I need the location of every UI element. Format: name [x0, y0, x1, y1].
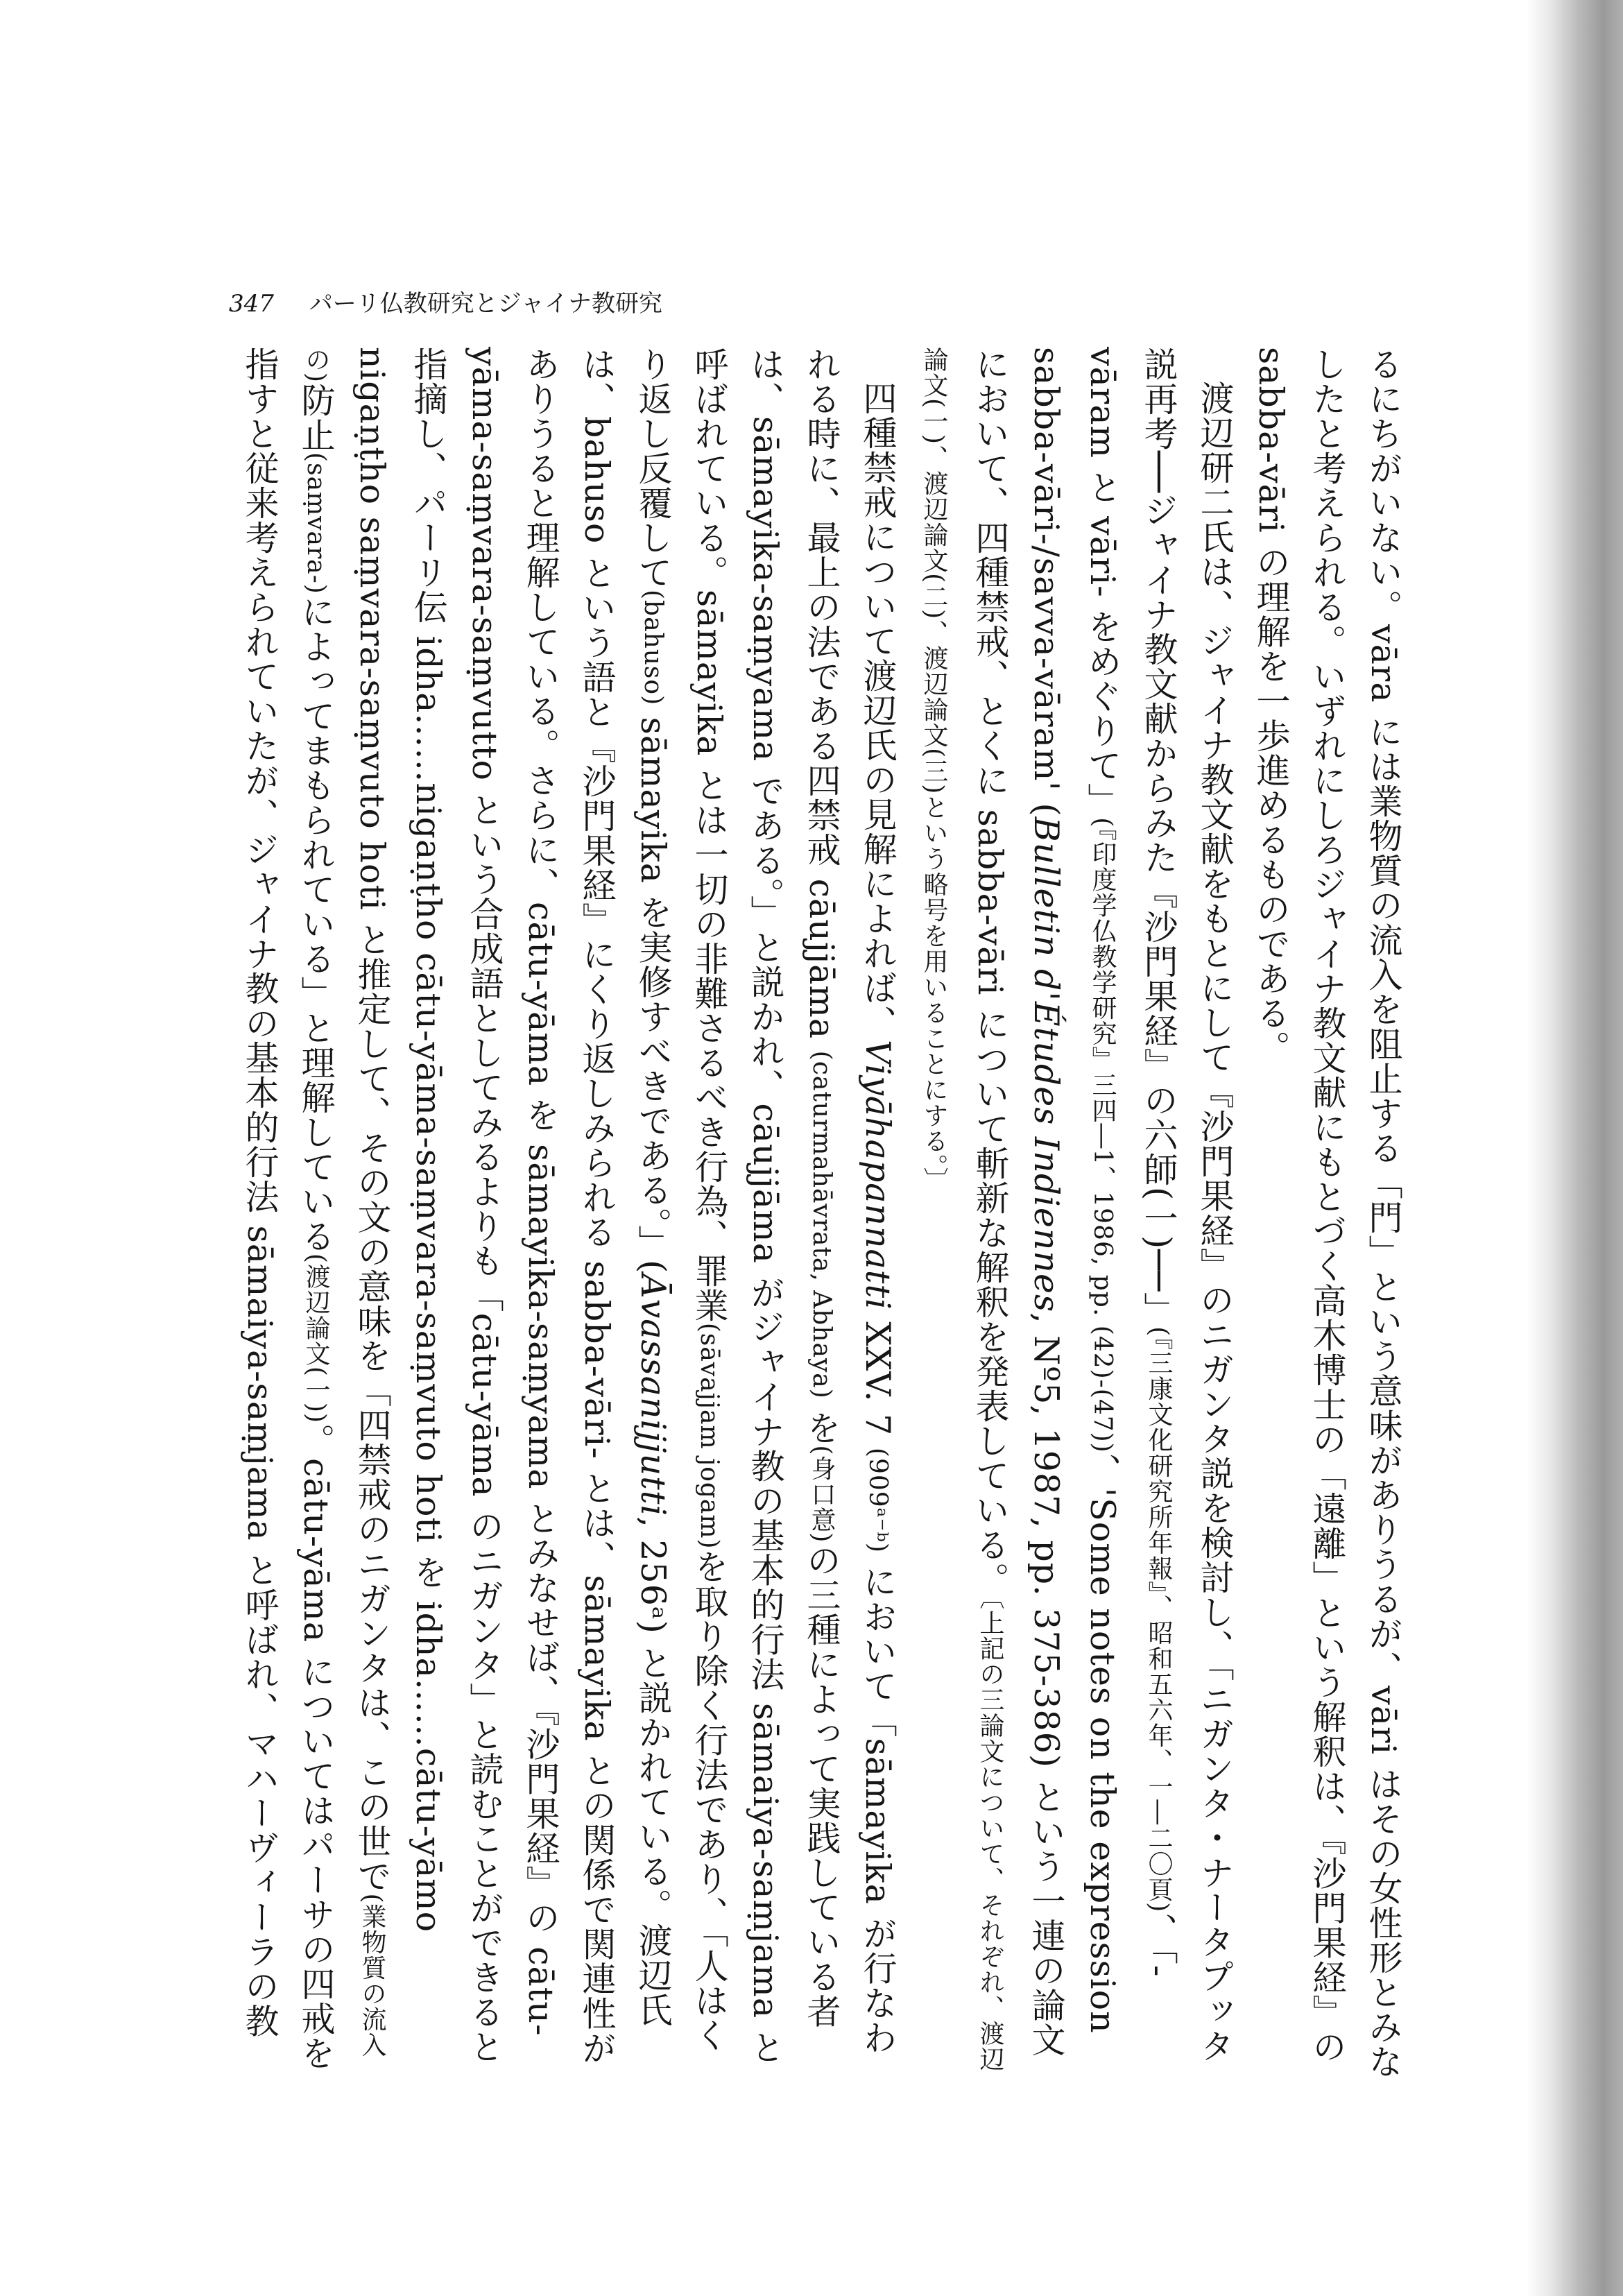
- text-run: 防止: [296, 383, 336, 453]
- text-run: 、'Some notes on the expression sabba-vāri-/savva-vāram' (: [1027, 347, 1122, 2034]
- small-annotation-run: (caturmahāvrata, Abhaya): [807, 1050, 836, 1399]
- small-annotation-run: (渡辺論文(一)): [302, 1253, 330, 1424]
- text-run: 渡辺研二氏は、ジャイナ教文献をもとにして『沙門果経』のニガンタ説を検討し、「ニガンタ・ナータプッタ説再考──ジャイナ教文献からみた『沙門果経』の六師(一)──」: [1139, 347, 1235, 2064]
- small-annotation-run: (『印度学仏教学研究』三四―1、1986, pp. (42)-(47)): [1088, 817, 1117, 1453]
- text-run: において「sāmayika が行なわれる時に、最上の法である四禁戒 cāujjāma: [802, 347, 898, 2055]
- text-run: 。cātu-yāma についてはパーサの四戒を指すと従来考えられていたが、ジャイナ教の基本的行法 sāmaiya-saṃjama と呼ばれ、マハーヴィーラの教: [240, 347, 336, 2071]
- small-annotation-run: (saṃvara-): [302, 452, 330, 594]
- text-run: 四種禁戒について渡辺氏の見解によれば、: [858, 381, 898, 1040]
- italic-title-run: Āvassanijjutti: [633, 1274, 673, 1517]
- text-run: を: [802, 1398, 841, 1446]
- body-text: [232, 347, 1411, 2081]
- small-annotation-run: (bahuso): [639, 590, 667, 706]
- text-run: , 256ᵃ) と説かれている。渡辺氏は、bahuso という語と『沙門果経』にくり返しみられる sabba-vāri- とは、sāmayika との関係で関連性がありうると理解している。さらに、cātu-yāma を sāmayika-saṃyama とみなせば、『沙門果経』の cātu-yāma-saṃvara-saṃvutto という合成語としてみるよりも「cātu-yāma のニガンタ」と読むことができると指摘し、パーリ伝 idha……nigaṇṭho cātu-yāma-saṃvara-saṃvuto hoti を idha……cātu-yāmo nigaṇṭho saṃvara-saṃvuto hoti と推定して、その文の意味を「四禁戒のニガンタは、この世で: [352, 347, 673, 2066]
- text-run: , Nº5, 1987, pp. 375-386) という一連の論文において、四種禁戒、とくに sabba-vāri について斬新な解釈を発表している。: [970, 347, 1066, 2057]
- paragraph: [1243, 347, 1411, 2081]
- small-annotation-run: (『三康文化研究所年報』、昭和五六年、一―二〇頁): [1144, 1326, 1173, 1913]
- scan-edge-shadow: [1526, 0, 1623, 2296]
- small-annotation-run: (909ᵃ⁻ᵇ): [864, 1447, 892, 1553]
- running-title: パーリ仏教研究とジャイナ教研究: [309, 290, 663, 318]
- paragraph: [906, 347, 1243, 2081]
- text-run: の三種によって実践している者は、sāmayika-saṃyama である。」と説かれ、cāujjāma がジャイナ教の基本的行法 sāmaiya-saṃjama と呼ばれている。sāmayika とは一切の非難さるべき行為、罪業: [689, 347, 841, 2065]
- text-run: によってまもられている」と理解している: [296, 594, 336, 1253]
- italic-title-run: Viyāhapannatti: [858, 1040, 898, 1310]
- small-annotation-run: (sāvajjam jogam): [695, 1322, 723, 1550]
- text-run: を取り除く行法であり、「人はくり返し反覆して: [633, 347, 729, 2053]
- page-number: 347: [229, 290, 274, 318]
- small-annotation-run: (業物質の流入の): [302, 347, 386, 2058]
- small-annotation-run: (身口意): [807, 1445, 836, 1543]
- text-run: るにちがいない。vāra には業物質の流入を阻止する「門」という意味がありうるが、vāri はその女性形とみなしたと考えられる。いずれにしろジャイナ教文献にもとづく高木博士の「遠離」という解釈は、『沙門果経』の sabba-vāri の理解を一歩進めるものである。: [1251, 347, 1403, 2079]
- italic-title-run: Bulletin d'Études Indiennes: [1027, 816, 1066, 1313]
- text-run: XXV. 7: [858, 1310, 898, 1448]
- page-header: [229, 284, 662, 318]
- text-run: 、「-vāram と vāri- をめぐりて」: [1083, 347, 1178, 1978]
- text-run: sāmayika を実修すべきである。」(: [633, 705, 673, 1274]
- paragraph: [232, 347, 906, 2081]
- small-annotation-run: 〔上記の三論文について、それぞれ、渡辺論文(一)、渡辺論文(二)、渡辺論文(三)という略号を用いることにする。〕: [920, 347, 1004, 2073]
